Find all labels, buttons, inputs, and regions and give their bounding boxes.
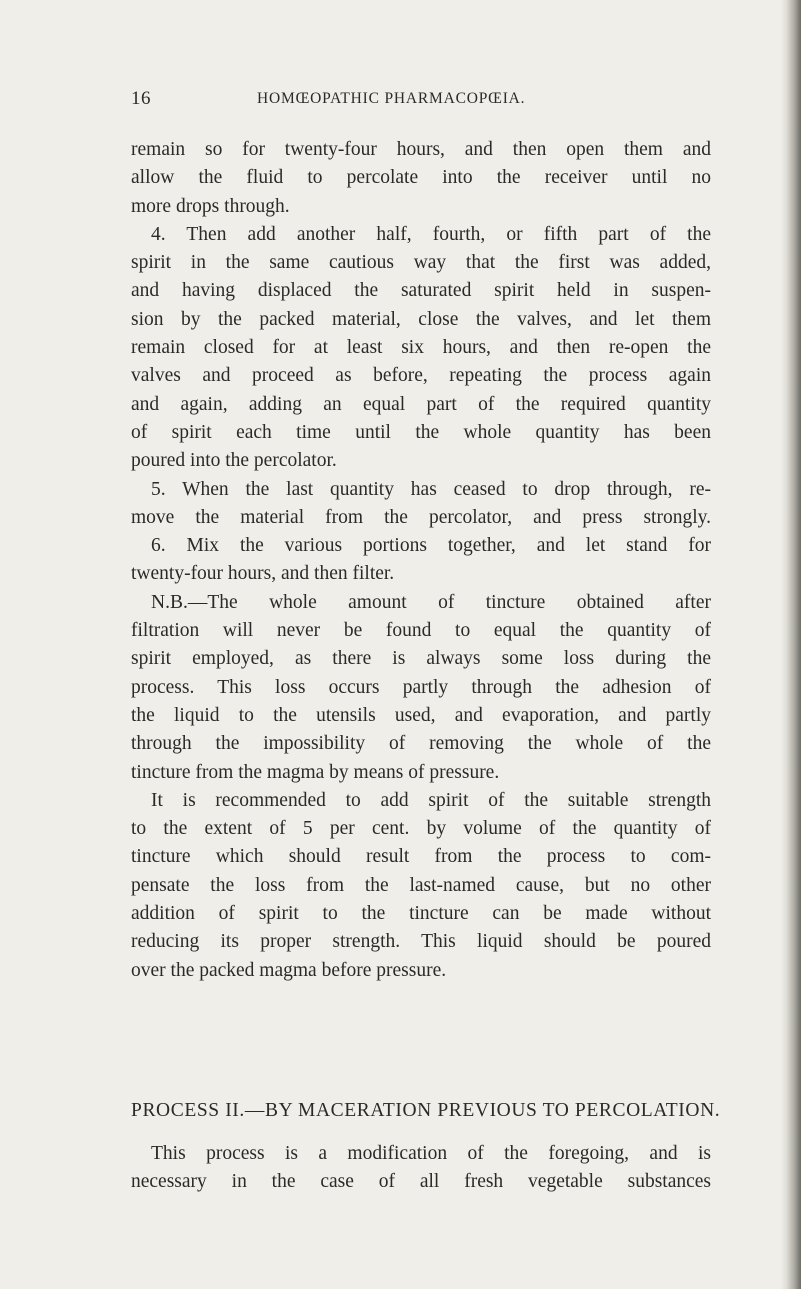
text-line: 4. Then add another half, fourth, or fifth part of the bbox=[151, 223, 711, 245]
running-title: HOMŒOPATHIC PHARMACOPŒIA. bbox=[257, 90, 526, 107]
text-line: addition of spirit to the tincture can be made without bbox=[131, 903, 711, 925]
text-line: pensate the loss from the last-named cause, but no other bbox=[131, 874, 711, 896]
section-heading: PROCESS II.—BY MACERATION PREVIOUS TO PERCOLATION. bbox=[131, 1100, 721, 1121]
text-line: reducing its proper strength. This liquid should be poured bbox=[131, 931, 711, 953]
text-line: filtration will never be found to equal the quantity of bbox=[131, 620, 711, 642]
text-line: valves and proceed as before, repeating the process again bbox=[131, 365, 711, 387]
text-line: spirit employed, as there is always some loss during the bbox=[131, 648, 711, 670]
text-line: sion by the packed material, close the valves, and let them bbox=[131, 308, 711, 330]
text-line: more drops through. bbox=[131, 195, 290, 217]
page-number: 16 bbox=[131, 88, 151, 109]
text-line: remain closed for at least six hours, and then re-open the bbox=[131, 337, 711, 359]
text-line: to the extent of 5 per cent. by volume of the quantity of bbox=[131, 818, 711, 840]
body-text bbox=[131, 136, 711, 985]
page-header bbox=[131, 88, 711, 112]
text-line: It is recommended to add spirit of the suitable strength bbox=[151, 789, 711, 811]
text-line: tincture from the magma by means of pressure. bbox=[131, 761, 500, 783]
text-line: and again, adding an equal part of the required quantity bbox=[131, 393, 711, 415]
text-line: tincture which should result from the process to com- bbox=[131, 846, 711, 868]
text-line: of spirit each time until the whole quantity has been bbox=[131, 421, 711, 443]
text-line: over the packed magma before pressure. bbox=[131, 959, 447, 981]
section-text bbox=[131, 1140, 711, 1197]
text-line: the liquid to the utensils used, and evaporation, and partly bbox=[131, 704, 711, 726]
text-line: through the impossibility of removing the whole of the bbox=[131, 733, 711, 755]
text-line: This process is a modification of the foregoing, and is bbox=[151, 1143, 711, 1164]
text-line: poured into the percolator. bbox=[131, 450, 337, 472]
text-line: necessary in the case of all fresh vegetable substances bbox=[131, 1171, 711, 1193]
text-line: remain so for twenty-four hours, and then open them and bbox=[131, 139, 711, 160]
text-line: N.B.—The whole amount of tincture obtained after bbox=[151, 591, 711, 613]
text-line: and having displaced the saturated spirit held in suspen- bbox=[131, 280, 711, 302]
text-line: move the material from the percolator, and press strongly. bbox=[131, 506, 711, 528]
text-line: 5. When the last quantity has ceased to drop through, re- bbox=[151, 478, 711, 500]
text-line: allow the fluid to percolate into the receiver until no bbox=[131, 167, 711, 189]
text-line: 6. Mix the various portions together, and let stand for bbox=[151, 535, 711, 557]
text-line: twenty-four hours, and then filter. bbox=[131, 563, 395, 585]
text-line: process. This loss occurs partly through the adhesion of bbox=[131, 676, 711, 698]
text-line: spirit in the same cautious way that the first was added, bbox=[131, 252, 711, 274]
page-edge bbox=[787, 0, 801, 1289]
